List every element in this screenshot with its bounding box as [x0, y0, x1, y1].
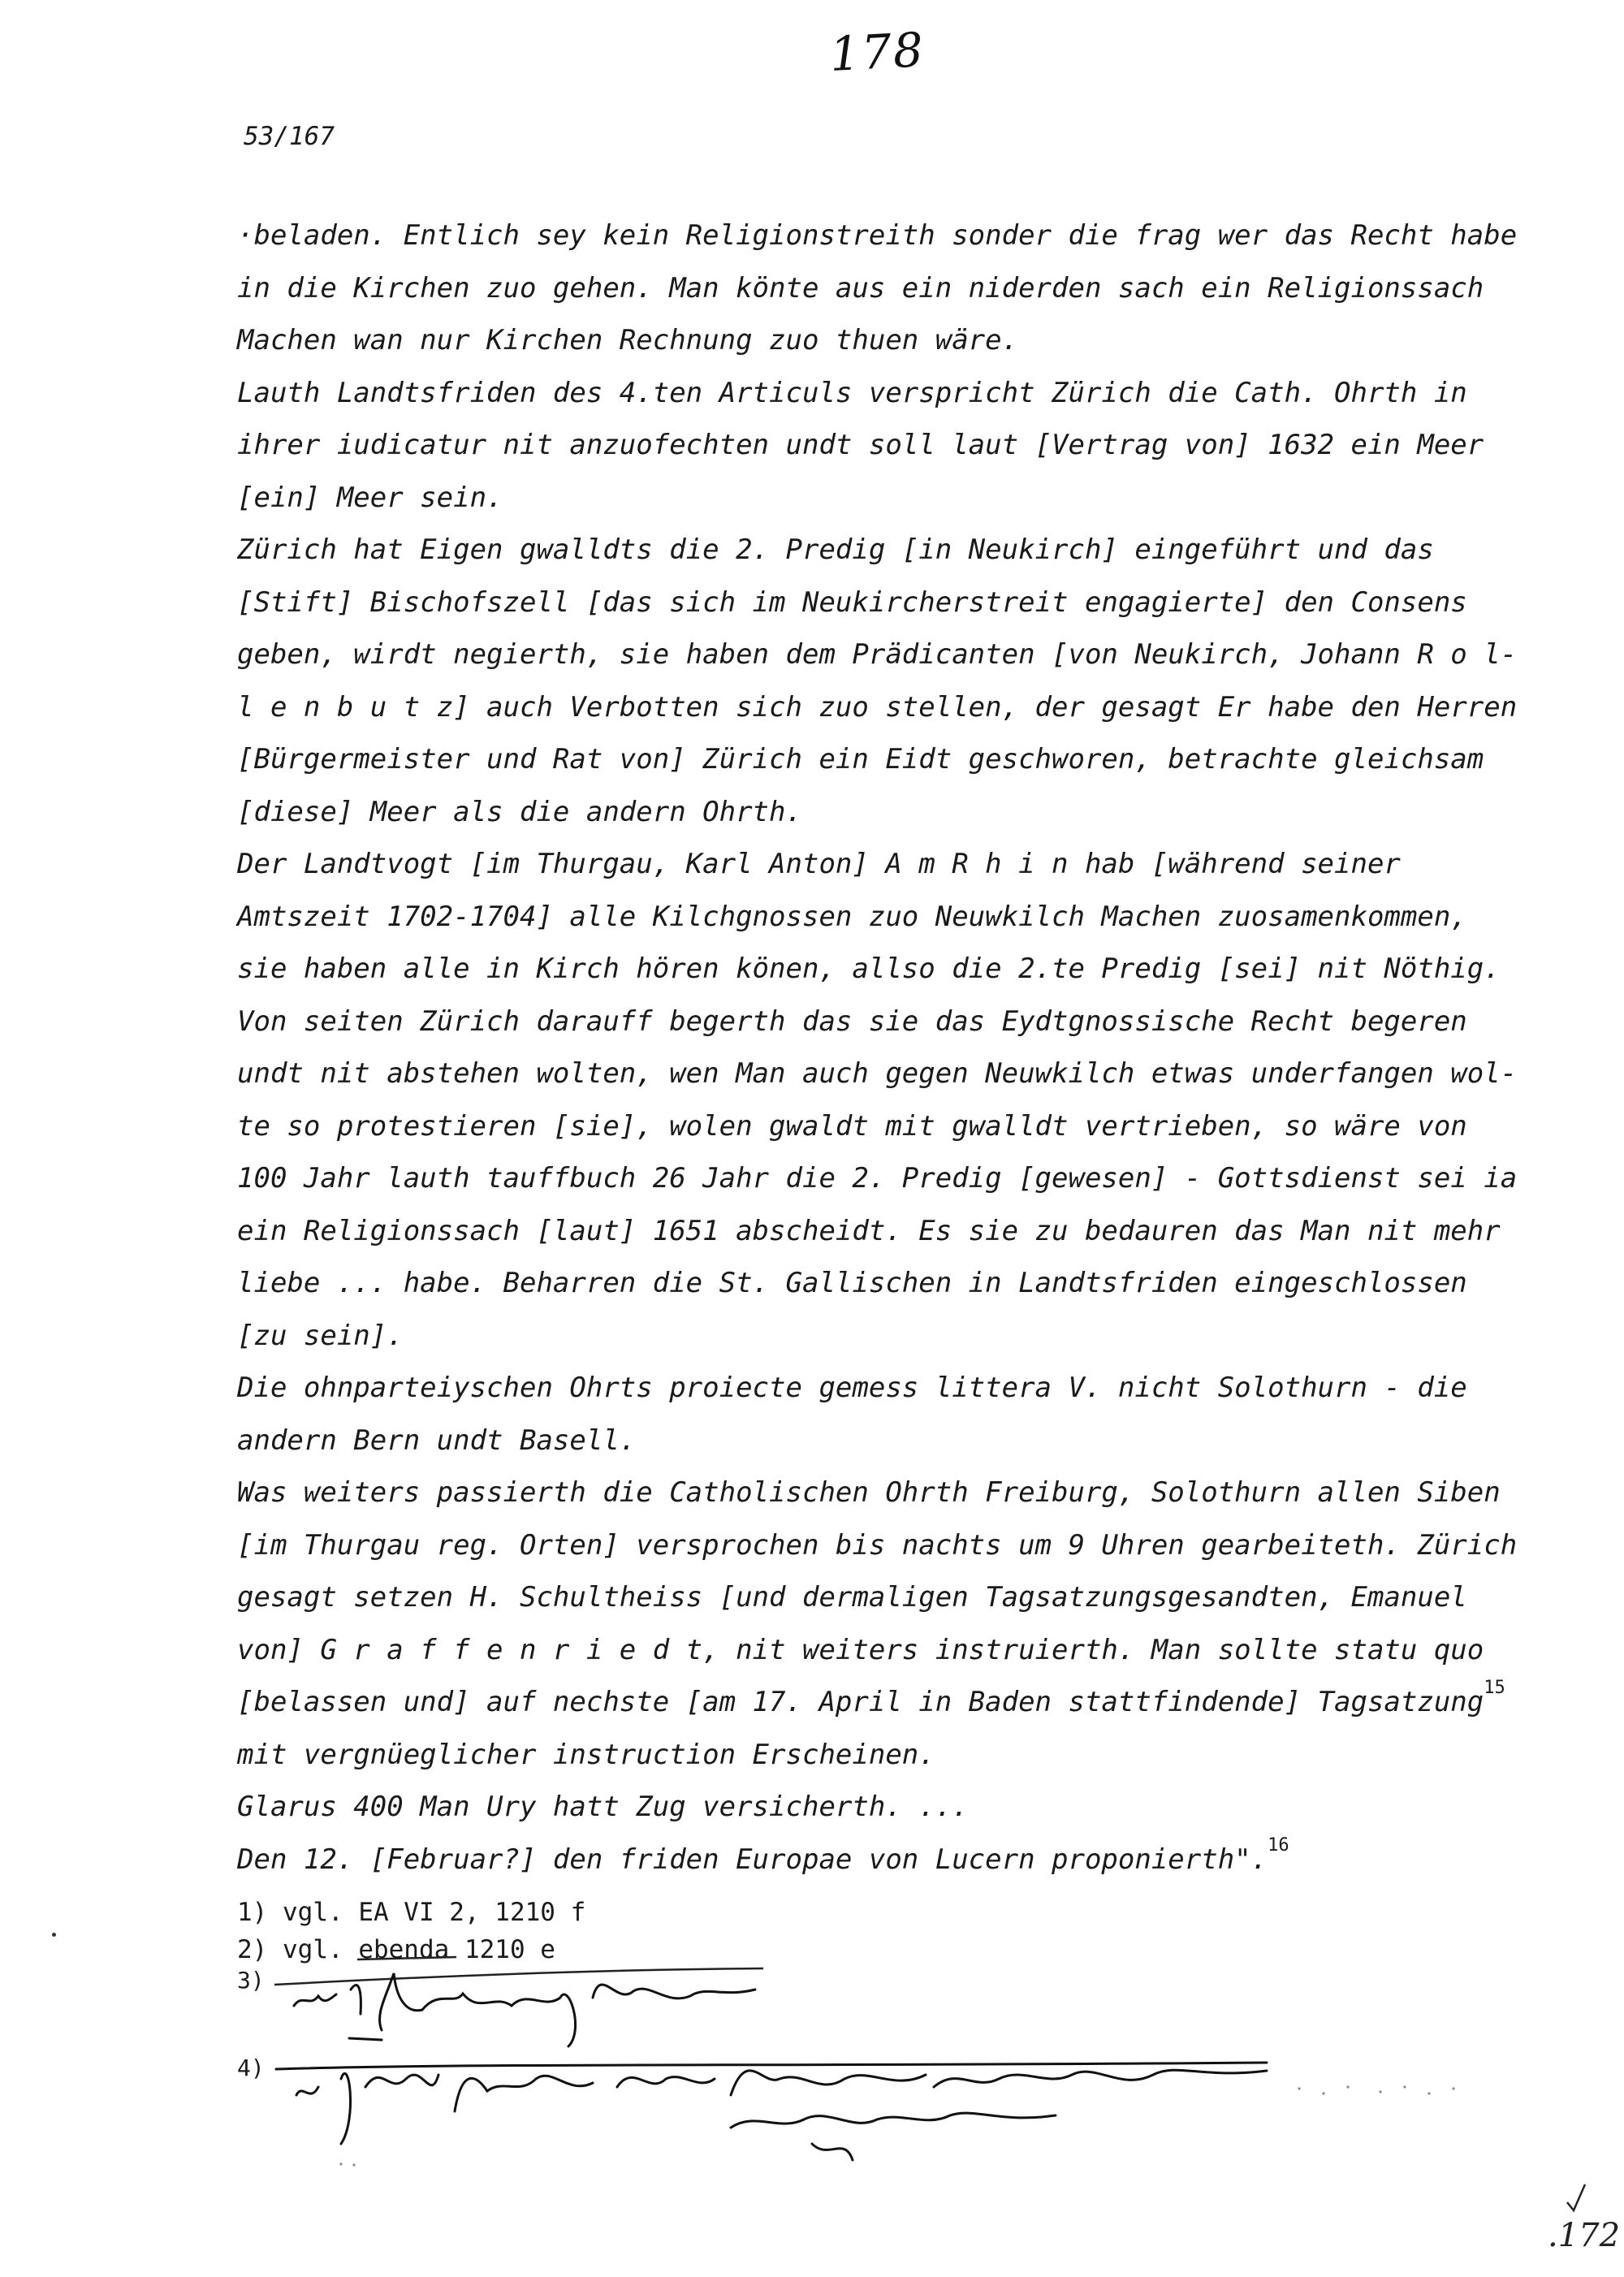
- footnote-text: vgl. ebenda 1210 e: [283, 1935, 555, 1964]
- footnote-ref: 15: [1484, 1678, 1505, 1698]
- text-line: sie haben alle in Kirch hören könen, allso die 2.te Predig [sei] nit Nöthig.: [237, 953, 1501, 985]
- text-line: gesagt setzen H. Schultheiss [und dermaligen Tagsatzungsgesandten, Emanuel: [237, 1581, 1467, 1614]
- text-line: [diese] Meer als die andern Ohrth.: [237, 795, 802, 828]
- text-line-content: [belassen und] auf nechste [am 17. April in Baden stattfindende] Tagsatzung: [237, 1686, 1484, 1718]
- text-line: in die Kirchen zuo gehen. Man könte aus ein niderden sach ein Religionssach: [237, 271, 1484, 305]
- text-line: [im Thurgau reg. Orten] versprochen bis nachts um 9 Uhren gearbeiteth. Zürich: [237, 1528, 1518, 1562]
- check-mark: [1567, 2184, 1585, 2210]
- text-line: l e n b u t z] auch Verbotten sich zuo stellen, der gesagt Er habe den Herren: [237, 690, 1518, 724]
- handwritten-page-number: 178: [828, 21, 926, 83]
- text-line-content: Den 12. [Februar?] den friden Europae von Lucern proponierth".: [237, 1843, 1268, 1876]
- text-line: undt nit abstehen wolten, wen Man auch gegen Neuwkilch etwas underfangen wol-: [237, 1057, 1518, 1090]
- faint-dots: [339, 2085, 1454, 2166]
- stray-mark: [52, 1933, 56, 1937]
- text-line: andern Bern undt Basell.: [237, 1424, 637, 1457]
- footnote-4-number: 4): [237, 2054, 265, 2081]
- corner-page-mark: .172: [1548, 2217, 1621, 2254]
- text-line: [Stift] Bischofszell [das sich im Neukircherstreit engagierte] den Consens: [237, 585, 1467, 619]
- text-line: Machen wan nur Kirchen Rechnung zuo thuen wäre.: [237, 324, 1019, 356]
- text-line: te so protestieren [sie], wolen gwaldt mit gwalldt vertrieben, so wäre von: [237, 1109, 1467, 1143]
- archive-reference: 53/167: [244, 122, 335, 151]
- text-line: liebe ... habe. Beharren die St. Gallischen in Landtsfriden eingeschlossen: [237, 1267, 1467, 1299]
- text-line: Die ohnparteiyschen Ohrts proiecte gemess littera V. nicht Solothurn - die: [237, 1372, 1467, 1404]
- text-line: Glarus 400 Man Ury hatt Zug versicherth. ...: [237, 1791, 969, 1823]
- footnote-3-handwriting: [294, 1973, 755, 2046]
- text-line: Amtszeit 1702-1704] alle Kilchgnossen zuo Neuwkilch Machen zuosamenkommen,: [237, 900, 1467, 933]
- text-line: Zürich hat Eigen gwalldts die 2. Predig [in Neukirch] eingeführt und das: [237, 534, 1434, 566]
- footnote-4-handwriting: [276, 2063, 1267, 2160]
- footnote-number: 2): [237, 1935, 268, 1964]
- text-line: geben, wirdt negierth, sie haben dem Prädicanten [von Neukirch, Johann R o l-: [237, 638, 1518, 671]
- underline-stroke: [357, 1957, 456, 1959]
- text-line: Lauth Landtsfriden des 4.ten Articuls verspricht Zürich die Cath. Ohrth in: [237, 376, 1467, 409]
- text-line: [Bürgermeister und Rat von] Zürich ein Eidt geschworen, betrachte gleichsam: [237, 743, 1484, 776]
- handwritten-stroke: [274, 1968, 763, 1985]
- text-line: Von seiten Zürich darauff begerth das sie das Eydtgnossische Recht begeren: [237, 1005, 1467, 1038]
- text-line: von] G r a f f e n r i e d t, nit weiters instruierth. Man sollte statu quo: [237, 1633, 1484, 1666]
- text-line: Der Landtvogt [im Thurgau, Karl Anton] A m R h i n hab [während seiner: [237, 848, 1401, 880]
- text-line: Was weiters passierth die Catholischen Ohrth Freiburg, Solothurn allen Siben: [237, 1476, 1501, 1509]
- footnote-3-number: 3): [237, 1967, 265, 1994]
- footnote-text: vgl. EA VI 2, 1210 f: [283, 1898, 586, 1927]
- footnote-ref: 16: [1268, 1834, 1289, 1856]
- footnote-number: 1): [237, 1898, 268, 1927]
- text-line: [zu sein].: [237, 1319, 404, 1352]
- text-line: mit vergnüeglicher instruction Erscheinen.: [237, 1738, 935, 1771]
- text-line: ihrer iudicatur nit anzuofechten undt soll laut [Vertrag von] 1632 ein Meer: [237, 429, 1484, 461]
- text-line: [ein] Meer sein.: [237, 481, 503, 514]
- text-line: 100 Jahr lauth tauffbuch 26 Jahr die 2. Predig [gewesen] - Gottsdienst sei ia: [237, 1162, 1518, 1195]
- text-line: ein Religionssach [laut] 1651 abscheidt. Es sie zu bedauren das Man nit mehr: [237, 1214, 1501, 1247]
- text-line: ·beladen. Entlich sey kein Religionstreith sonder die frag wer das Recht habe: [237, 219, 1518, 252]
